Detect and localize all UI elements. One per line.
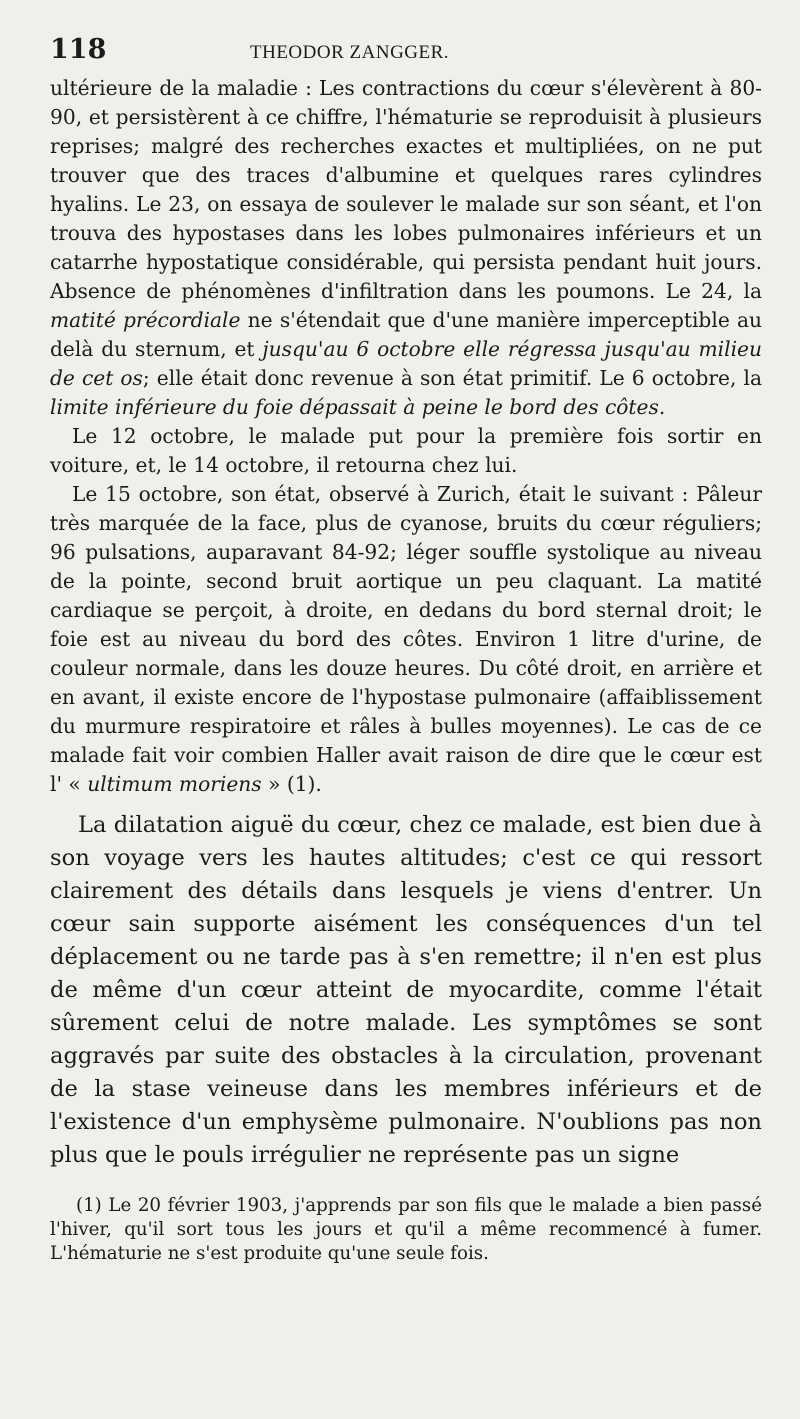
page-header xyxy=(50,34,762,74)
paragraph-case-continuation xyxy=(50,74,762,422)
discussion-text xyxy=(50,809,762,1172)
text-span: Le 15 octobre, son état, observé à Zurich, était le suivant : Pâleur très marquée de la face, plus de cyanose, bruits du cœur réguliers; 96 pulsations, auparavant 84-92; léger souffle systolique au niveau de la pointe, second bruit aortique un peu claquant. La matité cardiaque se perçoit, à droite, en dedans du bord sternal droit; le foie est au niveau du bord des côtes. Environ 1 litre d'urine, de couleur normale, dans les douze heures. Du côté droit, en arrière et en avant, il existe encore de l'hypostase pulmonaire (affaiblissement du murmure respiratoire et râles à bulles moyennes). Le cas de ce malade fait voir combien Haller avait raison de dire que le cœur est l' « xyxy=(50,482,762,796)
text-span: ne s'étendait que d'une manière imperceptible au delà du sternum, et xyxy=(50,308,763,361)
footnote xyxy=(50,1194,762,1266)
case-report-text xyxy=(50,74,762,799)
footnote-text: (1) Le 20 février 1903, j'apprends par son fils que le malade a bien passé l'hiver, qu'il sort tous les jours et qu'il a même recommencé à fumer. L'hématurie ne s'est produite qu'une seule fois. xyxy=(50,1195,762,1264)
italic-phrase: matité précordiale xyxy=(50,308,241,332)
paragraph-october-12: Le 12 octobre, le malade put pour la première fois sortir en voiture, et, le 14 octobre, il retourna chez lui. xyxy=(50,424,762,477)
italic-phrase: limite inférieure du foie dépassait à peine le bord des côtes. xyxy=(50,395,666,419)
text-span: » (1). xyxy=(261,772,322,796)
italic-phrase: ultimum moriens xyxy=(87,772,262,796)
text-span: ultérieure de la maladie : Les contractions du cœur s'élevèrent à 80-90, et persistèrent à ce chiffre, l'hématurie se reproduisit à plusieurs reprises; malgré des recherches exactes et multipliées, on ne put trouver que des traces d'albumine et quelques rares cylindres hyalins. Le 23, on essaya de soulever le malade sur son séant, et l'on trouva des hypostases dans les lobes pulmonaires inférieurs et un catarrhe hypostatique considérable, qui persista pendant huit jours. Absence de phénomènes d'infiltration dans les poumons. Le 24, la xyxy=(50,76,762,303)
paragraph-discussion: La dilatation aiguë du cœur, chez ce malade, est bien due à son voyage vers les hautes altitudes; c'est ce qui ressort clairement des détails dans lesquels je viens d'entrer. Un cœur sain supporte aisément les conséquences d'un tel déplacement ou ne tarde pas à s'en remettre; il n'en est plus de même d'un cœur atteint de myocardite, comme l'était sûrement celui de notre malade. Les symptômes se sont aggravés par suite des obstacles à la circulation, provenant de la stase veineuse dans les membres inférieurs et de l'existence d'un emphysème pulmonaire. N'oublions pas non plus que le pouls irrégulier ne représente pas un signe xyxy=(50,812,762,1168)
running-head: THEODOR ZANGGER. xyxy=(250,42,450,63)
page-number: 118 xyxy=(50,34,107,65)
text-span: ; elle était donc revenue à son état primitif. Le 6 octobre, la xyxy=(142,366,762,390)
italic-phrase: jusqu'au 6 octobre elle régressa jusqu'au milieu de cet os xyxy=(50,337,762,390)
paragraph-october-15 xyxy=(50,480,762,799)
